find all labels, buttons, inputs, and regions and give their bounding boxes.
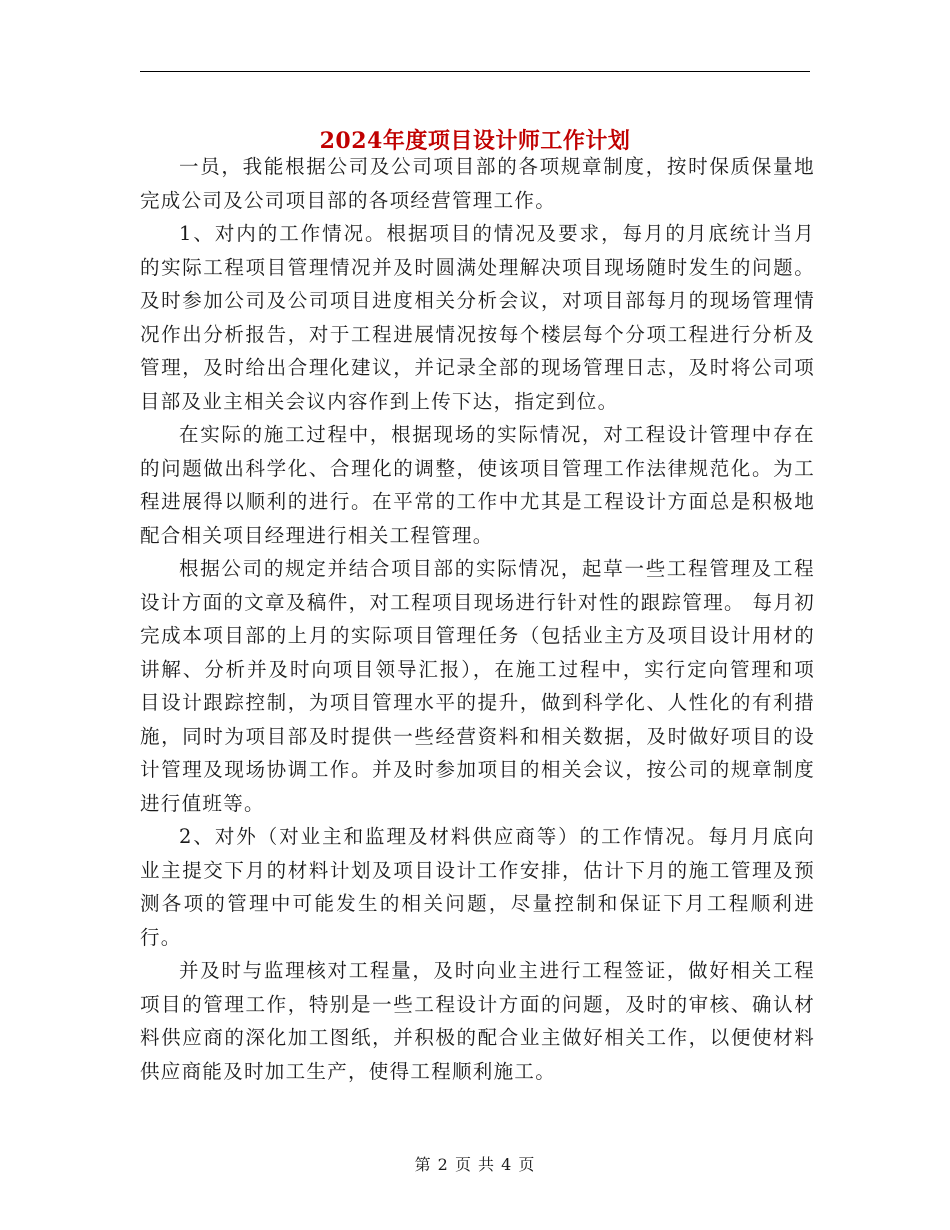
document-title: 2024年度项目设计师工作计划 — [319, 127, 631, 154]
paragraph-company-rules: 根据公司的规定并结合项目部的实际情况，起草一些工程管理及工程设计方面的文章及稿件，对工程项目现场进行针对性的跟踪管理。 每月初完成本项目部的上月的实际项目管理任务（包括业主方及项目设计用材的讲解、分析并及时向项目领导汇报），在施工过程中，实行定向管理和项目设计跟踪控制，为项目管理水平的提升，做到科学化、人性化的有利措施，同时为项目部及时提供一些经营资料和相关数据，及时做好项目的设计管理及现场协调工作。并及时参加项目的相关会议，按公司的规章制度进行值班等。 — [140, 557, 815, 815]
paragraph-internal-work: 1、对内的工作情况。根据项目的情况及要求，每月的月底统计当月的实际工程项目管理情况并及时圆满处理解决项目现场随时发生的问题。及时参加公司及公司项目进度相关分析会议，对项目部每月的现场管理情况作出分析报告，对于工程进展情况按每个楼层每个分项工程进行分析及管理，及时给出合理化建议，并记录全部的现场管理日志，及时将公司项目部及业主相关会议内容作到上传下达，指定到位。 — [140, 222, 815, 413]
document-body — [140, 150, 815, 1088]
paragraph-supervision: 并及时与监理核对工程量，及时向业主进行工程签证，做好相关工程项目的管理工作，特别是一些工程设计方面的问题，及时的审核、确认材料供应商的深化加工图纸，并积极的配合业主做好相关工作，以便使材料供应商能及时加工生产，使得工程顺利施工。 — [140, 959, 815, 1083]
paragraph-construction-process: 在实际的施工过程中，根据现场的实际情况，对工程设计管理中存在的问题做出科学化、合理化的调整，使该项目管理工作法律规范化。为工程进展得以顺利的进行。在平常的工作中尤其是工程设计方面总是积极地配合相关项目经理进行相关工程管理。 — [140, 423, 815, 547]
paragraph-intro: 一员，我能根据公司及公司项目部的各项规章制度，按时保质保量地完成公司及公司项目部的各项经营管理工作。 — [140, 155, 815, 212]
header-rule — [140, 71, 810, 72]
paragraph-external-work: 2、对外（对业主和监理及材料供应商等）的工作情况。每月月底向业主提交下月的材料计划及项目设计工作安排，估计下月的施工管理及预测各项的管理中可能发生的相关问题，尽量控制和保证下月工程顺利进行。 — [140, 825, 815, 949]
page-number-footer: 第 2 页 共 4 页 — [414, 1155, 536, 1174]
